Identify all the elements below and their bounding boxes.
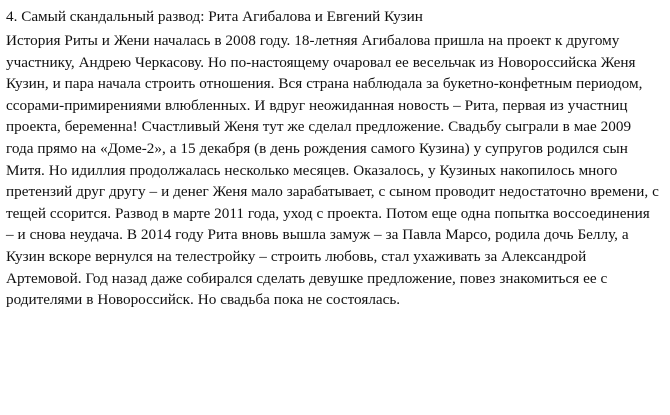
article-body-text: История Риты и Жени началась в 2008 году. 18-летняя Агибалова пришла на проект к другому участнику, Андрею Черкасову. Но по-настоящему очаровал ее весельчак из Новороссийска Женя Кузин, и пара начала строить отношения. Вся страна наблюдала за букетно-конфетным периодом, ссорами-примирениями влюбленных. И вдруг неожиданная новость – Рита, первая из участниц проекта, беременна! Счастливый Женя тут же сделал предложение. Свадьбу сыграли в мае 2009 года прямо на «Доме-2», а 15 декабря (в день рождения самого Кузина) у супругов родился сын Митя. Но идиллия продолжалась несколько месяцев. Оказалось, у Кузиных накопилось много претензий друг другу – и денег Женя мало зарабатывает, с сыном проводит недостаточно времени, с тещей ссорится. Развод в марте 2011 года, уход с проекта. Потом еще одна попытка воссоединения – и снова неудача. В 2014 году Рита вновь вышла замуж – за Павла Марсо, родила дочь Беллу, а Кузин вскоре вернулся на телестройку – строить любовь, стал ухаживать за Александрой Артемовой. Год назад даже собирался сделать девушке предложение, повез знакомиться ее с родителями в Новороссийск. Но свадьба пока не состоялась. (6, 32, 659, 309)
page-title: 4. Самый скандальный развод: Рита Агибалова и Евгений Кузин (6, 8, 423, 25)
